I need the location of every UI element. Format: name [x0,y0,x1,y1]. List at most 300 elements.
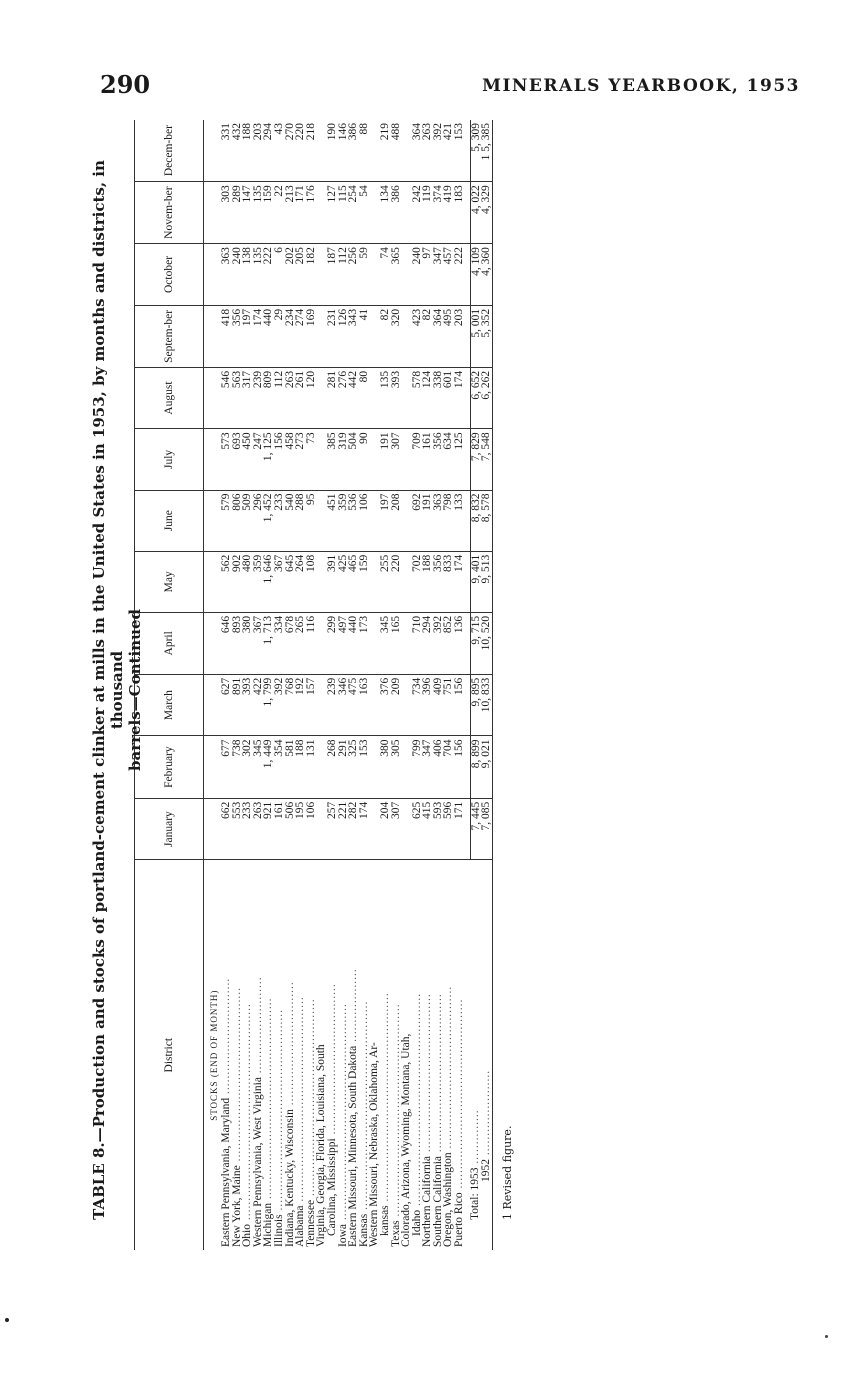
value-cell: 751 [443,674,454,736]
value-cell: 396 [422,674,433,736]
district-label: Texas [389,1220,402,1247]
value-cell: 273 [295,429,306,490]
value-cell: 418 [221,305,232,367]
value-cell: 88 [359,120,370,182]
value-cell: 562 [221,551,232,612]
value-cell: 376 [380,674,391,736]
value-cell: 625 [412,798,423,860]
empty-cell [204,182,222,244]
value-cell: 734 [412,674,423,736]
value-cell: 233 [242,798,253,860]
col-header-july: July [135,429,204,490]
value-cell: 347 [422,736,433,798]
district-label: New York, Maine [230,1165,243,1247]
value-cell: 693 [232,429,243,490]
value-cell: 546 [221,367,232,428]
total-value-cell: 6, 652 [470,367,481,428]
value-cell: 581 [285,736,296,798]
value-cell: 645 [285,551,296,612]
value-cell: 363 [221,244,232,306]
leader-dots: ......................................... [431,993,444,1156]
value-cell: 380 [242,612,253,674]
table-title-line1: TABLE 8.—Production and stocks of portland-cement clinker at mills in the United States in 1953, by months and districts, in thousand [90,160,126,1220]
value-cell: 406 [433,736,444,798]
empty-cell [204,244,222,306]
value-cell: 127 [327,182,338,244]
value-cell: 218 [306,120,317,182]
value-cell: 343 [348,305,359,367]
leader-dots: ................... [347,968,360,1046]
total-value-cell: 8, 899 [470,736,481,798]
leader-dots: .......................................... [442,985,455,1153]
value-cell: 73 [306,429,317,490]
value-cell: 596 [443,798,454,860]
value-cell: 205 [295,244,306,306]
value-cell: 359 [253,551,264,612]
value-cell: 809 [263,367,274,428]
value-cell: 363 [433,490,444,551]
value-cell: 188 [422,551,433,612]
value-cell: 391 [327,551,338,612]
value-cell: 173 [359,612,370,674]
value-cell: 202 [285,244,296,306]
value-cell: 419 [443,182,454,244]
district-label: Southern California [431,1155,444,1247]
value-cell: 203 [454,305,465,367]
value-cell: 347 [433,244,444,306]
value-cell: 422 [253,674,264,736]
value-cell: 240 [412,244,423,306]
value-cell: 302 [242,736,253,798]
value-cell: 263 [253,798,264,860]
value-cell: 852 [443,612,454,674]
running-head [100,70,800,110]
value-cell: 188 [242,120,253,182]
value-cell: 303 [221,182,232,244]
value-cell: 634 [443,429,454,490]
total-value-cell: 9, 513 [481,551,492,612]
running-title: MINERALS YEARBOOK, 1953 [482,76,800,96]
col-header-june: June [135,490,204,551]
header-row [135,120,204,1250]
value-cell: 345 [253,736,264,798]
leader-dots: ...................................................... [357,1000,370,1214]
total-row [481,120,492,1250]
value-cell: 451 [327,490,338,551]
value-cell: 274 [295,305,306,367]
value-cell: 161 [274,798,285,860]
empty-cell [204,736,222,798]
value-cell: 59 [359,244,370,306]
value-cell: 276 [338,367,349,428]
footnote: 1 Revised figure. [500,1125,514,1220]
value-cell: 174 [454,551,465,612]
district-label: Virginia, Georgia, Florida, Louisiana, South [315,1044,328,1247]
district-label: Tennessee [304,1199,317,1247]
value-cell: 281 [327,367,338,428]
value-cell: 709 [412,429,423,490]
district-label: Colorado, Arizona, Wyoming, Montana, Utah, [400,1033,413,1247]
value-cell: 220 [295,120,306,182]
value-cell: 222 [454,244,465,306]
value-cell: 509 [242,490,253,551]
value-cell: 893 [232,612,243,674]
col-header-february: February [135,736,204,798]
value-cell: 191 [380,429,391,490]
value-cell: 239 [327,674,338,736]
total-value-cell: 7, 445 [470,798,481,860]
value-cell: 488 [391,120,402,182]
value-cell: 195 [295,798,306,860]
value-cell: 156 [454,674,465,736]
leader-dots: ....................................................... [410,992,423,1210]
value-cell: 331 [221,120,232,182]
value-cell: 264 [295,551,306,612]
leader-dots: .................................................... [272,1009,285,1215]
value-cell: 325 [348,736,359,798]
empty-cell [204,490,222,551]
value-cell: 82 [380,305,391,367]
table-row [454,120,465,1250]
value-cell: 902 [232,551,243,612]
value-cell: 133 [454,490,465,551]
value-cell: 646 [221,612,232,674]
col-header-district: District [135,860,204,1250]
value-cell: 153 [454,120,465,182]
value-cell: 263 [422,120,433,182]
table-body [204,120,493,1250]
empty-cell [204,305,222,367]
district-label: Eastern Pennsylvania, Maryland [220,1097,232,1247]
value-cell: 157 [306,674,317,736]
leader-dots: .............. [469,1109,482,1168]
total-value-cell: 4, 329 [481,182,492,244]
value-cell: 159 [263,182,274,244]
value-cell: 22 [274,182,285,244]
col-header-december: Decem-ber [135,120,204,182]
value-cell: 495 [443,305,454,367]
value-cell: 296 [253,490,264,551]
total-value-cell: 8, 578 [481,490,492,551]
value-cell: 125 [454,429,465,490]
total-label-cell [481,860,492,1250]
leader-dots: .................................................... [262,997,275,1203]
value-cell: 80 [359,367,370,428]
leader-dots: ................................................. [453,998,466,1193]
value-cell: 806 [232,490,243,551]
district-label-continued: Carolina, Mississippi [325,1138,338,1236]
value-cell: 82 [422,305,433,367]
value-cell: 799 [412,736,423,798]
district-label: Puerto Rico [453,1192,466,1247]
value-cell: 458 [285,429,296,490]
value-cell: 263 [285,367,296,428]
page-number: 290 [100,70,151,99]
value-cell: 294 [422,612,433,674]
value-cell: 115 [338,182,349,244]
value-cell: 97 [422,244,433,306]
value-cell: 692 [412,490,423,551]
value-cell: 704 [443,736,454,798]
value-cell: 1, 452 [263,490,274,551]
total-value-cell: 9, 021 [481,736,492,798]
value-cell: 423 [412,305,423,367]
value-cell: 242 [412,182,423,244]
value-cell: 171 [454,798,465,860]
district-label: Michigan [262,1202,275,1247]
value-cell: 112 [338,244,349,306]
district-label: Ohio [241,1224,254,1247]
value-cell: 305 [391,736,402,798]
col-header-september: Septem-ber [135,305,204,367]
value-cell: 710 [412,612,423,674]
value-cell: 320 [391,305,402,367]
value-cell: 265 [295,612,306,674]
total-value-cell: 1 5, 385 [481,120,492,182]
value-cell: 833 [443,551,454,612]
value-cell: 153 [359,736,370,798]
value-cell: 289 [232,182,243,244]
value-cell: 380 [380,736,391,798]
value-cell: 354 [274,736,285,798]
district-label: Oregon, Washington [442,1152,455,1247]
value-cell: 299 [327,612,338,674]
value-cell: 204 [380,798,391,860]
value-cell: 573 [221,429,232,490]
district-label: Indiana, Kentucky, Wisconsin [283,1109,296,1247]
district-label: Western Missouri, Nebraska, Oklahoma, Ar- [368,1042,381,1247]
value-cell: 563 [232,367,243,428]
value-cell: 131 [306,736,317,798]
value-cell: 146 [338,120,349,182]
empty-cell [204,551,222,612]
total-value-cell: 4, 109 [470,244,481,306]
value-cell: 364 [433,305,444,367]
section-label: STOCKS (END OF MONTH) [208,989,219,1121]
col-header-august: August [135,367,204,428]
value-cell: 392 [274,674,285,736]
value-cell: 385 [327,429,338,490]
value-cell: 174 [253,305,264,367]
rotated-table-content [90,120,590,1260]
value-cell: 677 [221,736,232,798]
value-cell: 221 [338,798,349,860]
value-cell: 95 [306,490,317,551]
leader-dots: ..................................................... [294,996,307,1206]
value-cell: 601 [443,367,454,428]
value-cell: 174 [454,367,465,428]
empty-cell [204,674,222,736]
leader-dots: ....................................... [325,983,338,1139]
total-label-cell [470,860,481,1250]
value-cell: 161 [422,429,433,490]
value-cell: 440 [348,612,359,674]
value-cell: 247 [253,429,264,490]
value-cell: 457 [443,244,454,306]
value-cell: 135 [253,182,264,244]
value-cell: 163 [359,674,370,736]
value-cell: 356 [433,551,444,612]
total-value-cell: 7, 829 [470,429,481,490]
value-cell: 156 [454,736,465,798]
value-cell: 169 [306,305,317,367]
value-cell: 191 [422,490,433,551]
leader-dots: ........................................................ [241,1003,254,1224]
value-cell: 116 [306,612,317,674]
value-cell: 319 [338,429,349,490]
value-cell: 421 [443,120,454,182]
value-cell: 6 [274,244,285,306]
value-cell: 147 [242,182,253,244]
leader-dots: .............................. [220,977,232,1098]
data-table [134,120,493,1250]
empty-cell [204,367,222,428]
value-cell: 450 [242,429,253,490]
value-cell: 135 [380,367,391,428]
total-value-cell: 9, 715 [470,612,481,674]
value-cell: 240 [232,244,243,306]
value-cell: 386 [348,120,359,182]
total-value-cell: 7, 085 [481,798,492,860]
leader-dots: ...................... [480,1069,493,1159]
value-cell: 338 [433,367,444,428]
value-cell: 579 [221,490,232,551]
value-cell: 120 [306,367,317,428]
value-cell: 345 [380,612,391,674]
district-name [454,860,465,1250]
value-cell: 156 [274,429,285,490]
leader-dots: ......................................... [421,993,434,1156]
value-cell: 239 [253,367,264,428]
value-cell: 219 [380,120,391,182]
value-cell: 222 [263,244,274,306]
total-value-cell: 5, 309 [470,120,481,182]
value-cell: 702 [412,551,423,612]
value-cell: 43 [274,120,285,182]
value-cell: 1, 713 [263,612,274,674]
value-cell: 270 [285,120,296,182]
value-cell: 209 [391,674,402,736]
total-value-cell: 9, 401 [470,551,481,612]
stray-mark [5,1318,9,1322]
total-value-cell: 10, 833 [481,674,492,736]
district-label: Northern California [421,1155,434,1247]
value-cell: 367 [274,551,285,612]
value-cell: 386 [391,182,402,244]
value-cell: 442 [348,367,359,428]
value-cell: 738 [232,736,243,798]
value-cell: 90 [359,429,370,490]
value-cell: 307 [391,798,402,860]
district-label-continued: Idaho [410,1209,423,1236]
value-cell: 798 [443,490,454,551]
value-cell: 134 [380,182,391,244]
value-cell: 307 [391,429,402,490]
value-cell: 356 [433,429,444,490]
total-value-cell: 9, 895 [470,674,481,736]
value-cell: 188 [295,736,306,798]
empty-cell [204,612,222,674]
value-cell: 233 [274,490,285,551]
value-cell: 159 [359,551,370,612]
value-cell: 261 [295,367,306,428]
district-label: Eastern Missouri, Minnesota, South Dakota [347,1045,360,1247]
value-cell: 374 [433,182,444,244]
value-cell: 506 [285,798,296,860]
value-cell: 1, 646 [263,551,274,612]
leader-dots: ......................... [251,976,264,1078]
rotated-table-region [90,120,590,1260]
value-cell: 768 [285,674,296,736]
value-cell: 29 [274,305,285,367]
value-cell: 415 [422,798,433,860]
leader-dots: ............................................. [230,986,243,1166]
value-cell: 41 [359,305,370,367]
district-label: Western Pennsylvania, West Virginia [251,1077,264,1247]
col-header-may: May [135,551,204,612]
value-cell: 54 [359,182,370,244]
district-label: Illinois [272,1214,285,1247]
value-cell: 291 [338,736,349,798]
total-value-cell: 5, 352 [481,305,492,367]
value-cell: 393 [242,674,253,736]
col-header-january: January [135,798,204,860]
leader-dots: ...................................................... [378,992,391,1206]
col-header-october: October [135,244,204,306]
value-cell: 256 [348,244,359,306]
value-cell: 282 [348,798,359,860]
total-label: Total: 1953 [469,1167,482,1220]
value-cell: 578 [412,367,423,428]
value-cell: 108 [306,551,317,612]
value-cell: 891 [232,674,243,736]
empty-cell [204,798,222,860]
value-cell: 174 [359,798,370,860]
total-value-cell: 7, 548 [481,429,492,490]
col-header-april: April [135,612,204,674]
value-cell: 208 [391,490,402,551]
value-cell: 365 [391,244,402,306]
value-cell: 553 [232,798,243,860]
value-cell: 627 [221,674,232,736]
value-cell: 136 [454,612,465,674]
district-label: Kansas [357,1213,370,1247]
value-cell: 190 [327,120,338,182]
value-cell: 392 [433,612,444,674]
col-header-november: Novem-ber [135,182,204,244]
value-cell: 480 [242,551,253,612]
total-value-cell: 8, 832 [470,490,481,551]
col-header-march: March [135,674,204,736]
district-label-continued: kansas [378,1205,391,1236]
value-cell: 317 [242,367,253,428]
district-label: Iowa [336,1224,349,1247]
value-cell: 203 [253,120,264,182]
total-value-cell: 6, 262 [481,367,492,428]
table-title [90,120,144,1260]
value-cell: 254 [348,182,359,244]
total-value-cell: 4, 022 [470,182,481,244]
value-cell: 662 [221,798,232,860]
value-cell: 359 [338,490,349,551]
value-cell: 268 [327,736,338,798]
total-label: 1952 [480,1159,493,1182]
value-cell: 367 [253,612,264,674]
value-cell: 257 [327,798,338,860]
value-cell: 187 [327,244,338,306]
table-title-line2: barrels—Continued [126,608,144,772]
value-cell: 220 [391,551,402,612]
